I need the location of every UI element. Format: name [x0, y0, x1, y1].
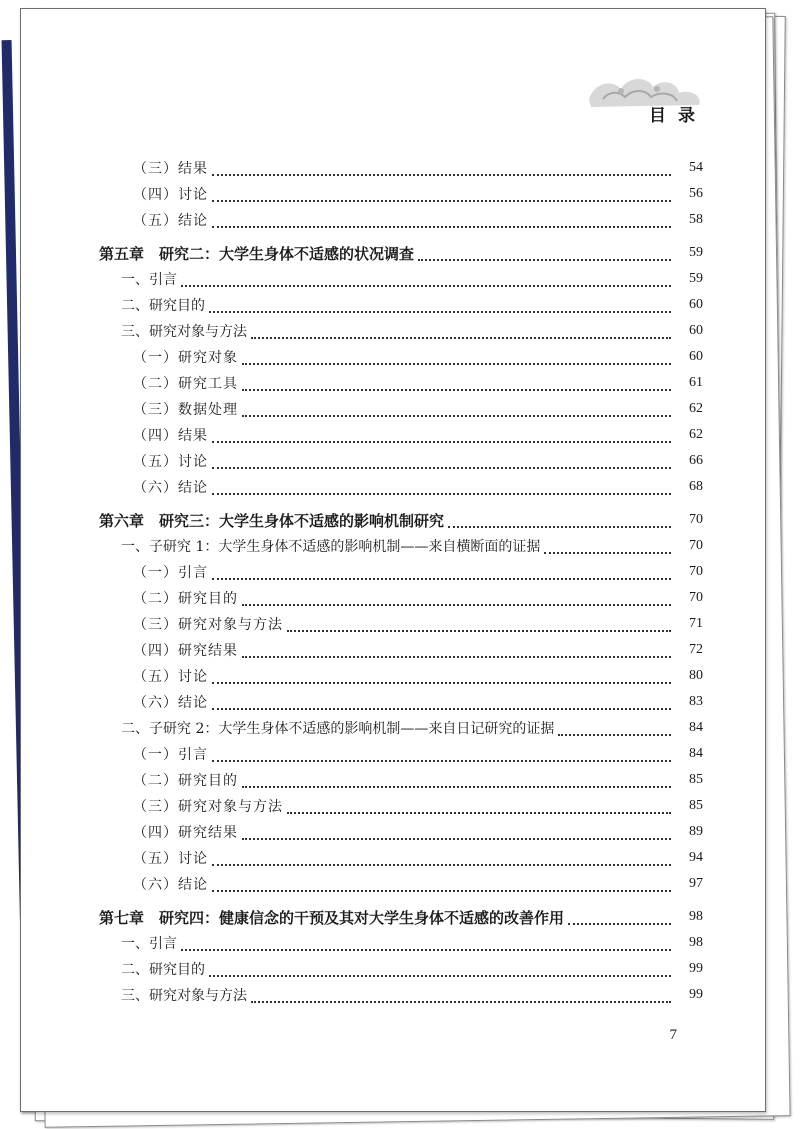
- toc-entry-label: （二）研究工具: [133, 376, 238, 392]
- toc-entry: [99, 448, 703, 474]
- dot-leader: [242, 786, 671, 788]
- dot-leader: [212, 682, 671, 684]
- dot-leader: [251, 1001, 671, 1003]
- dot-leader: [209, 975, 671, 977]
- toc-entry: [99, 559, 703, 585]
- dot-leader: [418, 259, 671, 261]
- dot-leader: [568, 923, 671, 925]
- toc-entry-page: 84: [689, 720, 703, 735]
- toc-entry: [99, 396, 703, 422]
- toc-entry-label: 第六章 研究三：大学生身体不适感的影响机制研究: [99, 511, 445, 530]
- toc-entry-page: 60: [689, 297, 703, 312]
- toc-entry: [99, 155, 703, 181]
- toc-entry-page: 62: [689, 401, 703, 416]
- toc-entry-label: （一）引言: [133, 565, 208, 581]
- toc-entry-page: 98: [689, 935, 703, 950]
- toc-entry-label: （三）结果: [133, 161, 208, 177]
- toc-entry-label: （四）研究结果: [133, 643, 238, 659]
- toc-entry-page: 97: [689, 876, 703, 891]
- toc-entry: [99, 266, 703, 292]
- toc-entry-label: （六）结论: [133, 695, 208, 711]
- toc-entry-label: 二、子研究 2：大学生身体不适感的影响机制——来自日记研究的证据: [121, 721, 555, 737]
- toc-entry-label: （一）研究对象: [133, 350, 238, 366]
- toc-entry-label: （五）讨论: [133, 851, 208, 867]
- toc-entry-label: （三）研究对象与方法: [133, 799, 283, 815]
- toc-entry-label: （四）结果: [133, 428, 208, 444]
- toc-entry-page: 85: [689, 772, 703, 787]
- toc-entry-page: 60: [689, 349, 703, 364]
- dot-leader: [212, 890, 671, 892]
- dot-leader: [212, 578, 671, 580]
- toc-entry-label: （二）研究目的: [133, 591, 238, 607]
- dot-leader: [212, 467, 671, 469]
- toc-entry-page: 62: [689, 427, 703, 442]
- toc-entry-label: （二）研究目的: [133, 773, 238, 789]
- toc-entry-page: 99: [689, 961, 703, 976]
- toc-entry: [99, 689, 703, 715]
- dot-leader: [242, 604, 671, 606]
- toc-chapter-entry: [99, 507, 703, 533]
- table-of-contents: [99, 155, 703, 1008]
- toc-entry: [99, 819, 703, 845]
- toc-entry: [99, 637, 703, 663]
- dot-leader: [209, 311, 671, 313]
- toc-entry-label: 三、研究对象与方法: [121, 988, 247, 1004]
- toc-entry-label: （六）结论: [133, 480, 208, 496]
- toc-entry: [99, 956, 703, 982]
- dot-leader: [212, 708, 671, 710]
- toc-entry-page: 85: [689, 798, 703, 813]
- toc-entry: [99, 585, 703, 611]
- toc-entry-label: 二、研究目的: [121, 962, 205, 978]
- toc-entry-label: 三、研究对象与方法: [121, 324, 247, 340]
- toc-entry: [99, 533, 703, 559]
- toc-entry-label: 一、引言: [121, 936, 177, 952]
- toc-entry-label: （三）数据处理: [133, 402, 238, 418]
- toc-entry-page: 71: [689, 616, 703, 631]
- toc-chapter-entry: [99, 904, 703, 930]
- dot-leader: [242, 838, 671, 840]
- toc-entry: [99, 611, 703, 637]
- toc-entry-page: 60: [689, 323, 703, 338]
- toc-entry-page: 84: [689, 746, 703, 761]
- toc-entry: [99, 793, 703, 819]
- toc-entry-label: （一）引言: [133, 747, 208, 763]
- dot-leader: [212, 864, 671, 866]
- toc-entry-page: 80: [689, 668, 703, 683]
- dot-leader: [242, 363, 671, 365]
- toc-entry-page: 99: [689, 987, 703, 1002]
- toc-entry-page: 56: [689, 186, 703, 201]
- toc-entry-page: 70: [689, 538, 703, 553]
- toc-entry-page: 59: [689, 271, 703, 286]
- toc-entry-label: 第五章 研究二：大学生身体不适感的状况调查: [99, 244, 415, 263]
- toc-entry: [99, 741, 703, 767]
- toc-entry-label: 二、研究目的: [121, 298, 205, 314]
- toc-entry: [99, 474, 703, 500]
- toc-entry-page: 94: [689, 850, 703, 865]
- toc-entry-page: 61: [689, 375, 703, 390]
- toc-entry-page: 72: [689, 642, 703, 657]
- toc-entry: [99, 930, 703, 956]
- toc-entry-label: （五）讨论: [133, 454, 208, 470]
- dot-leader: [242, 415, 671, 417]
- toc-entry-label: （三）研究对象与方法: [133, 617, 283, 633]
- toc-entry-page: 66: [689, 453, 703, 468]
- toc-entry-page: 70: [689, 564, 703, 579]
- dot-leader: [558, 734, 671, 736]
- toc-entry: [99, 207, 703, 233]
- toc-entry-label: 一、引言: [121, 272, 177, 288]
- dot-leader: [287, 630, 671, 632]
- dot-leader: [251, 337, 671, 339]
- toc-entry-label: 第七章 研究四：健康信念的干预及其对大学生身体不适感的改善作用: [99, 908, 565, 927]
- toc-entry-page: 58: [689, 212, 703, 227]
- toc-entry: [99, 344, 703, 370]
- toc-entry: [99, 181, 703, 207]
- dot-leader: [287, 812, 671, 814]
- toc-entry-label: （四）讨论: [133, 187, 208, 203]
- toc-entry-page: 89: [689, 824, 703, 839]
- toc-entry-label: 一、子研究 1：大学生身体不适感的影响机制——来自横断面的证据: [121, 539, 541, 555]
- dot-leader: [544, 552, 671, 554]
- toc-entry-page: 68: [689, 479, 703, 494]
- toc-entry-page: 98: [689, 909, 703, 924]
- toc-entry-page: 83: [689, 694, 703, 709]
- dot-leader: [212, 760, 671, 762]
- running-head: 目录: [649, 106, 707, 126]
- page-number: 7: [669, 1027, 677, 1043]
- toc-entry-label: （四）研究结果: [133, 825, 238, 841]
- toc-entry-label: （五）结论: [133, 213, 208, 229]
- toc-entry-label: （五）讨论: [133, 669, 208, 685]
- toc-entry: [99, 663, 703, 689]
- toc-entry: [99, 370, 703, 396]
- dot-leader: [181, 949, 671, 951]
- toc-page: [20, 8, 766, 1112]
- toc-entry-page: 70: [689, 512, 703, 527]
- dot-leader: [242, 389, 671, 391]
- toc-entry: [99, 982, 703, 1008]
- dot-leader: [212, 174, 671, 176]
- toc-entry: [99, 292, 703, 318]
- toc-entry: [99, 845, 703, 871]
- toc-entry: [99, 422, 703, 448]
- toc-entry-page: 70: [689, 590, 703, 605]
- toc-entry: [99, 715, 703, 741]
- toc-entry: [99, 318, 703, 344]
- toc-entry-page: 59: [689, 245, 703, 260]
- toc-chapter-entry: [99, 240, 703, 266]
- dot-leader: [242, 656, 671, 658]
- toc-entry: [99, 767, 703, 793]
- dot-leader: [212, 226, 671, 228]
- toc-entry: [99, 871, 703, 897]
- dot-leader: [212, 441, 671, 443]
- dot-leader: [212, 200, 671, 202]
- toc-entry-label: （六）结论: [133, 877, 208, 893]
- dot-leader: [212, 493, 671, 495]
- dot-leader: [181, 285, 671, 287]
- toc-entry-page: 54: [689, 160, 703, 175]
- dot-leader: [448, 526, 671, 528]
